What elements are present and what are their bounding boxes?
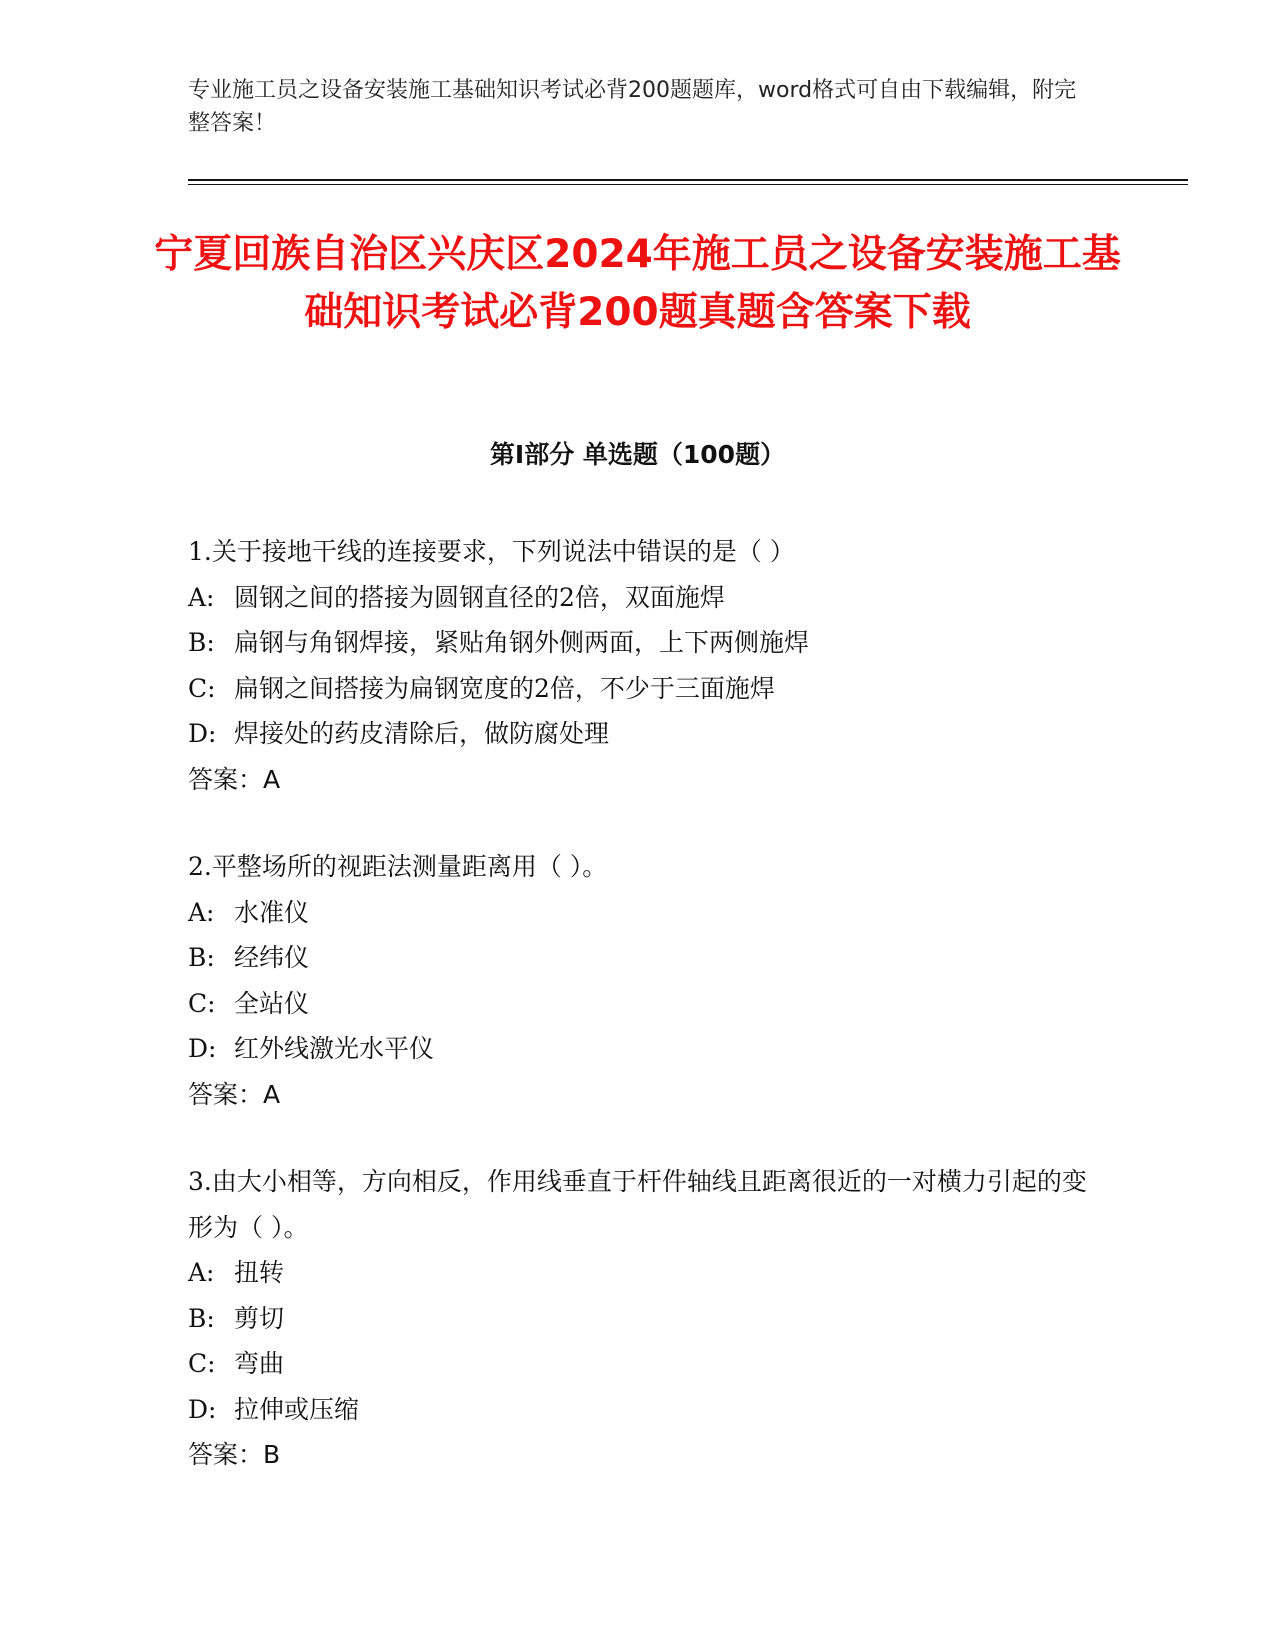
option-b (188, 620, 1088, 666)
option-b (188, 935, 1088, 981)
option-d (188, 1026, 1088, 1072)
option-text: 扁钢之间搭接为扁钢宽度的2倍，不少于三面施焊 (234, 673, 775, 703)
question-2 (188, 844, 1088, 1117)
option-letter: B: (188, 943, 215, 972)
option-letter: D: (188, 1034, 217, 1063)
option-b (188, 1296, 1088, 1342)
option-letter: B: (188, 628, 215, 657)
option-a (188, 575, 1088, 621)
option-text: 剪切 (234, 1303, 285, 1333)
header-note: 专业施工员之设备安装施工基础知识考试必背200题题库，word格式可自由下载编辑，附完整答案！ (188, 78, 1077, 136)
answer-line: 答案：A (188, 1079, 281, 1109)
option-text: 水准仪 (234, 897, 310, 927)
header-divider-thin (188, 184, 1188, 185)
option-text: 扁钢与角钢焊接，紧贴角钢外侧两面，上下两侧施焊 (234, 628, 810, 657)
option-text: 弯曲 (234, 1349, 285, 1378)
option-text: 红外线激光水平仪 (234, 1034, 435, 1063)
question-stem: 3.由大小相等，方向相反，作用线垂直于杆件轴线且距离很近的一对横力引起的变形为（ ）。 (188, 1167, 1087, 1242)
option-letter: A: (188, 1258, 215, 1287)
option-a (188, 890, 1088, 936)
option-letter: C: (188, 1349, 216, 1378)
option-text: 全站仪 (234, 988, 310, 1018)
option-text: 焊接处的药皮清除后，做防腐处理 (234, 719, 610, 748)
option-letter: A: (188, 897, 215, 927)
option-text: 经纬仪 (234, 943, 310, 972)
option-letter: B: (188, 1303, 215, 1333)
answer-line: 答案：A (188, 764, 281, 794)
option-letter: A: (188, 582, 215, 612)
option-letter: D: (188, 719, 217, 748)
option-c (188, 981, 1088, 1027)
option-text: 圆钢之间的搭接为圆钢直径的2倍，双面施焊 (234, 582, 725, 612)
option-letter: D: (188, 1394, 217, 1424)
question-list (188, 529, 1088, 1520)
header-divider-thick (188, 179, 1188, 181)
section-heading: 第Ⅰ部分 单选题（100题） (489, 440, 786, 469)
option-d (188, 1387, 1088, 1433)
answer-line: 答案：B (188, 1440, 281, 1469)
option-text: 扭转 (234, 1258, 285, 1287)
option-letter: C: (188, 673, 216, 703)
option-c (188, 666, 1088, 712)
question-stem: 1.关于接地干线的连接要求，下列说法中错误的是（ ） (188, 537, 795, 566)
option-text: 拉伸或压缩 (234, 1394, 360, 1424)
option-c (188, 1341, 1088, 1387)
document-title: 宁夏回族自治区兴庆区2024年施工员之设备安装施工基础知识考试必背200题真题含答案下载 (154, 232, 1121, 335)
option-d (188, 711, 1088, 757)
question-1 (188, 529, 1088, 802)
option-a (188, 1250, 1088, 1296)
question-3 (188, 1159, 1088, 1478)
option-letter: C: (188, 988, 216, 1018)
question-stem: 2.平整场所的视距法测量距离用（ ）。 (188, 852, 608, 881)
